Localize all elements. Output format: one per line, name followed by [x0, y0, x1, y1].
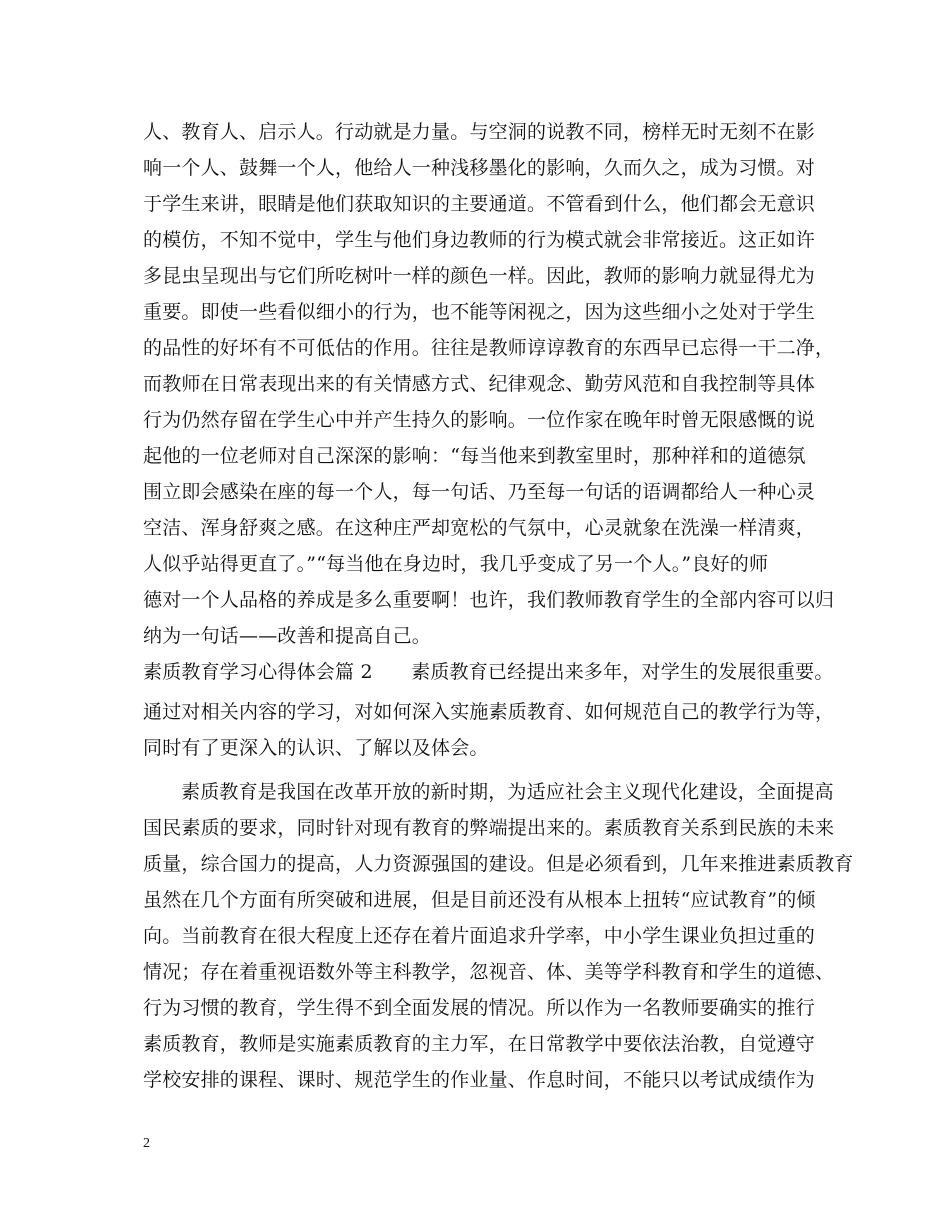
text-line: 国民素质的要求，同时针对现有教育的弊端提出来的。素质教育关系到民族的未来 — [143, 817, 835, 839]
text-line: 向。当前教育在很大程度上还存在着片面追求升学率，中小学生课业负担过重的 — [143, 925, 816, 947]
text-line: 而教师在日常表现出来的有关情感方式、纪律观念、勤劳风范和自我控制等具体 — [143, 373, 816, 395]
text-line: 行为仍然存留在学生心中并产生持久的影响。一位作家在晚年时曾无限感慨的说 — [143, 409, 816, 431]
text-line: 素质教育，教师是实施素质教育的主力军，在日常教学中要依法治教，自觉遵守 — [143, 1033, 816, 1055]
text-line: 情况；存在着重视语数外等主科教学，忽视音、体、美等学科教育和学生的道德、 — [143, 961, 835, 983]
text-line: 学校安排的课程、课时、规范学生的作业量、作息时间，不能只以考试成绩作为 — [143, 1069, 816, 1091]
section-heading-line: 素质教育学习心得体会篇 2 素质教育已经提出来多年，对学生的发展很重要。 — [143, 661, 834, 683]
text-line: 人似乎站得更直了。”“每当他在身边时，我几乎变成了另一个人。”良好的师 — [143, 553, 769, 575]
paragraph-body — [143, 774, 854, 1098]
text-line: 响一个人、鼓舞一个人，他给人一种浅移墨化的影响，久而久之，成为习惯。对 — [143, 157, 816, 179]
text-line: 虽然在几个方面有所突破和进展，但是目前还没有从根本上扭转“应试教育”的倾 — [143, 889, 816, 911]
paragraph-intro — [143, 694, 835, 766]
text-line: 通过对相关内容的学习，对如何深入实施素质教育、如何规范自己的教学行为等， — [143, 701, 835, 723]
text-line: 的模仿，不知不觉中，学生与他们身边教师的行为模式就会非常接近。这正如许 — [143, 229, 816, 251]
section-heading-paragraph — [143, 654, 834, 690]
text-line: 素质教育是我国在改革开放的新时期，为适应社会主义现代化建设，全面提高 — [181, 781, 834, 803]
text-line: 行为习惯的教育，学生得不到全面发展的情况。所以作为一名教师要确实的推行 — [143, 997, 816, 1019]
text-line: 重要。即使一些看似细小的行为，也不能等闲视之，因为这些细小之处对于学生 — [143, 301, 816, 323]
text-line: 围立即会感染在座的每一个人，每一句话、乃至每一句话的语调都给人一种心灵 — [143, 481, 816, 503]
text-line: 多昆虫呈现出与它们所吃树叶一样的颜色一样。因此，教师的影响力就显得尤为 — [143, 265, 816, 287]
text-line: 于学生来讲，眼睛是他们获取知识的主要通道。不管看到什么，他们都会无意识 — [143, 193, 816, 215]
paragraph-continued — [143, 114, 835, 654]
text-line: 纳为一句话——改善和提高自己。 — [143, 625, 432, 647]
text-line: 同时有了更深入的认识、了解以及体会。 — [143, 737, 489, 759]
text-line: 德对一个人品格的养成是多么重要啊！也许，我们教师教育学生的全部内容可以归 — [143, 589, 835, 611]
text-line: 空洁、浑身舒爽之感。在这种庄严却宽松的气氛中，心灵就象在洗澡一样清爽， — [143, 517, 816, 539]
text-line: 质量，综合国力的提高，人力资源强国的建设。但是必须看到，几年来推进素质教育 — [143, 853, 854, 875]
text-line: 人、教育人、启示人。行动就是力量。与空洞的说教不同，榜样无时无刻不在影 — [143, 121, 816, 143]
text-line: 的品性的好坏有不可低估的作用。往往是教师谆谆教育的东西早已忘得一干二净， — [143, 337, 835, 359]
page-number: 2 — [143, 1136, 150, 1151]
text-line: 起他的一位老师对自己深深的影响：“每当他来到教室里时，那种祥和的道德氛 — [143, 445, 806, 467]
